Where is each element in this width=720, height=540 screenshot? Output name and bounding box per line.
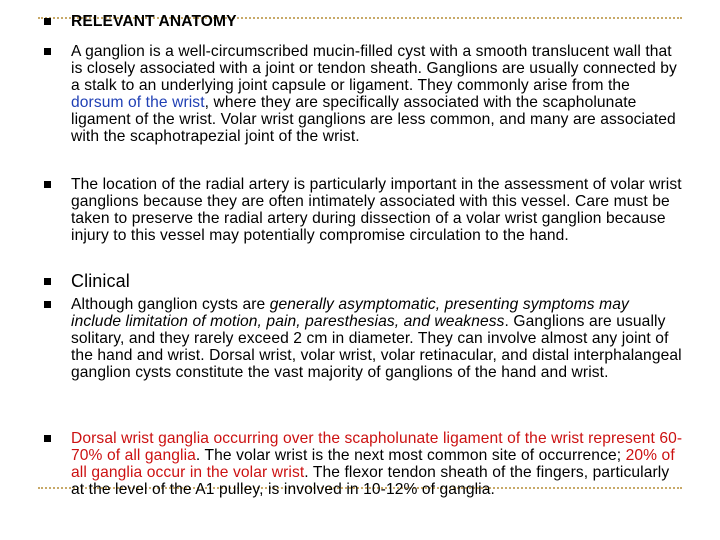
text-segment: Although ganglion cysts are [71,296,270,313]
anatomy-heading: RELEVANT ANATOMY [71,13,237,30]
square-bullet-icon [44,435,51,442]
anatomy-heading-item [71,13,683,30]
clinical-heading: Clinical [71,271,130,291]
ganglia-location-item [71,430,683,498]
dorsal-percentage-highlight: Dorsal wrist ganglia occurring over the scapholunate ligament of the wrist represent 60-70% of all ganglia [71,430,683,465]
square-bullet-icon [44,301,51,308]
square-bullet-icon [44,48,51,55]
text-segment: . The flexor tendon sheath of the fingers, particularly at the level of the A1 pulley, is involved in 10-12% of ganglia. [71,464,670,499]
clinical-heading-item [71,271,683,291]
dorsum-of-wrist-link: dorsum of the wrist [71,94,205,112]
square-bullet-icon [44,278,51,285]
square-bullet-icon [44,181,51,188]
text-segment: , where they are specifically associated with the scapholunate ligament of the wrist. Volar wrist ganglions are less common, and many are associated with the scaphotrapezial joint of the wrist. [71,94,676,146]
text-segment: The location of the radial artery is particularly important in the assessment of volar wrist ganglions because they are often intimately associated with this vessel. Care must be taken to preserve the radial artery during dissection of a volar wrist ganglion because injury to this vessel may potentially compromise circulation to the hand. [71,176,682,245]
text-segment: . The volar wrist is the next most common site of occurrence; [195,447,626,465]
clinical-symptoms-item [71,296,683,381]
symptoms-italic-text: generally asymptomatic, presenting symptoms may include limitation of motion, pain, paresthesias, and weakness [71,296,629,331]
square-bullet-icon [44,18,51,25]
text-segment: A ganglion is a well-circumscribed mucin-filled cyst with a smooth translucent wall that is closely associated with a joint or tendon sheath. Ganglions are usually connected by a stalk to an underlying joint capsule or ligament. They commonly arise from the [71,43,677,95]
volar-percentage-highlight: 20% of all ganglia occur in the volar wrist [71,447,675,482]
text-segment: . Ganglions are usually solitary, and they rarely exceed 2 cm in diameter. They can involve almost any joint of the hand and wrist. Dorsal wrist, volar wrist, volar retinacular, and distal interphalangeal ganglion cysts constitute the vast majority of ganglions of the hand and wrist. [71,313,682,382]
radial-artery-item [71,176,683,244]
ganglion-definition-item [71,43,683,146]
